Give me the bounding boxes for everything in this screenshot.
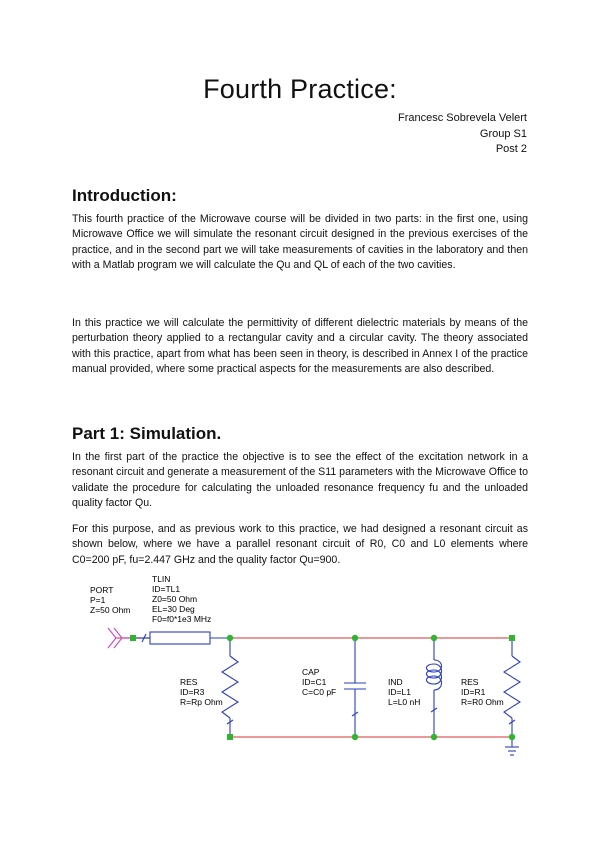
tlin-label-1: ID=TL1 [152, 584, 181, 594]
ind-label-1: ID=L1 [388, 687, 411, 697]
res-rp-label-0: RES [180, 677, 198, 687]
capacitor-symbol [344, 638, 366, 737]
port-label-2: Z=50 Ohm [90, 605, 131, 615]
port-label-1: P=1 [90, 595, 106, 605]
cap-label-1: ID=C1 [302, 677, 327, 687]
tlin-label-2: Z0=50 Ohm [152, 594, 198, 604]
tlin-label-3: EL=30 Deg [152, 604, 195, 614]
node-top-3 [431, 635, 437, 641]
circuit-schematic [80, 572, 540, 762]
tlin-label-0: TLIN [152, 574, 171, 584]
port-label-0: PORT [90, 585, 114, 595]
res-r0-label-2: R=R0 Ohm [461, 697, 504, 707]
res-rp-label-2: R=Rp Ohm [180, 697, 223, 707]
author-block [398, 111, 527, 158]
page-title: Fourth Practice: [203, 74, 397, 104]
part1-paragraph-1: In the first part of the practice the objective is to see the effect of the excitation network in a resonant circuit and generate a measurement of the S11 parameters with the Microwave Office to validate the procedure for calculating the unloaded resonance frequency fu and the unloaded quality factor Qu. [72, 451, 528, 510]
cap-label-0: CAP [302, 667, 320, 677]
port-node [130, 635, 136, 641]
author-post: Post 2 [495, 143, 527, 155]
node-top-1 [227, 635, 233, 641]
author-name: Francesc Sobrevela Velert [397, 112, 527, 124]
node-top-2 [352, 635, 358, 641]
res-rp-label-1: ID=R3 [180, 687, 205, 697]
node-top-4 [509, 635, 515, 641]
resistor-rp-symbol [222, 638, 238, 737]
res-r0-label-0: RES [461, 677, 479, 687]
inductor-symbol [427, 638, 442, 737]
tlin-symbol [136, 632, 230, 644]
author-group: Group S1 [479, 127, 527, 140]
cap-label-2: C=C0 pF [302, 687, 337, 697]
ind-label-0: IND [388, 677, 403, 687]
introduction-paragraph-2: In this practice we will calculate the permittivity of different dielectric materials by means of the perturbation theory applied to a rectangular cavity and a circular cavity. The theory associated with this practice, apart from what has been seen in theory, is described in Annex I of the practice manual provided, where some practical aspects for the measurements are also described. [72, 317, 528, 376]
node-bottom-3 [431, 734, 437, 740]
part1-paragraph-2: For this purpose, and as previous work to this practice, we had designed a resonant circuit as shown below, where we have a parallel resonant circuit of R0, C0 and L0 elements where C0=200 pF, fu=2.447 GHz and the quality factor Qu=900. [72, 523, 528, 566]
node-bottom-1 [227, 734, 233, 740]
resistor-r0-symbol [504, 638, 520, 737]
ind-label-2: L=L0 nH [388, 697, 421, 707]
res-r0-label-1: ID=R1 [461, 687, 486, 697]
node-bottom-2 [352, 734, 358, 740]
introduction-paragraph-1: This fourth practice of the Microwave course will be divided in two parts: in the first one, using Microwave Office we will simulate the resonant circuit designed in the previous exercises of the practice, and in the second part we will take measurements of cavities in the laboratory and then with a Matlab program we will calculate the Qu and QL of each of the two cavities. [72, 213, 528, 272]
node-bottom-4 [509, 734, 515, 740]
tlin-label-4: F0=f0*1e3 MHz [152, 614, 212, 624]
introduction-heading: Introduction: [72, 186, 177, 205]
part1-heading: Part 1: Simulation. [72, 424, 222, 443]
